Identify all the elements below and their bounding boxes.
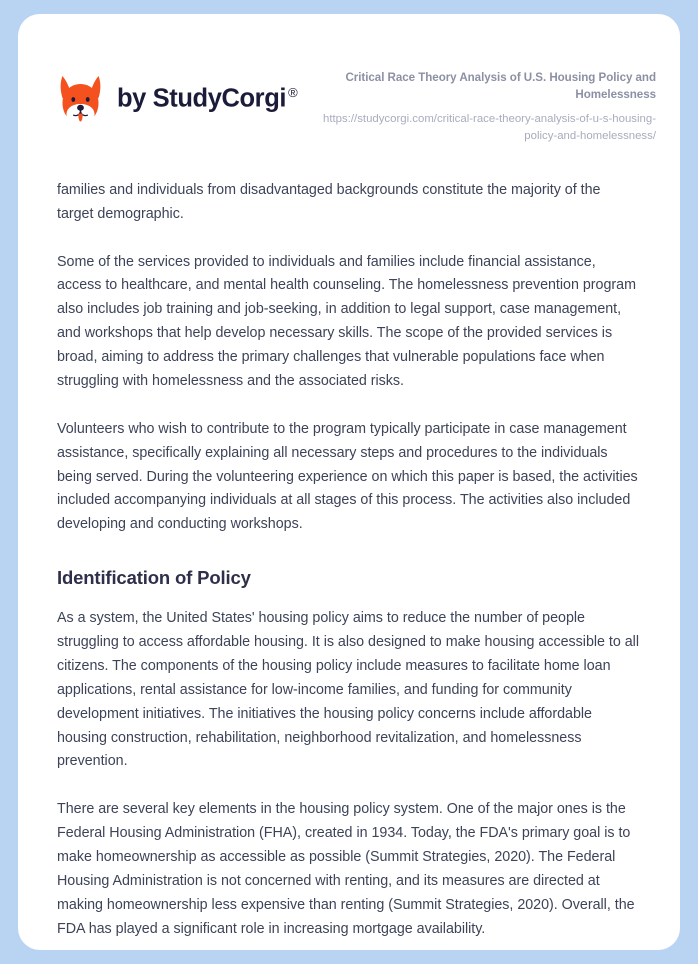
source-url[interactable]: https://studycorgi.com/critical-race-theory-analysis-of-u-s-housing-policy-and-homelessness/ [323, 112, 656, 142]
paragraph: Some of the services provided to individuals and families include financial assistance, access to healthcare, and mental health counseling. The homelessness prevention program also includes job training and job-seeking, in addition to legal support, case management, and workshops that help develop necessary skills. The scope of the provided services is broad, aiming to address the primary challenges that vulnerable populations face when struggling with homelessness and the associated risks. [57, 253, 636, 389]
paragraph: As a system, the United States' housing policy aims to reduce the number of people struggling to access affordable housing. It is also designed to make housing accessible to all citizens. The components of the housing policy include measures to facilitate home loan applications, rental assistance for low-income families, and funding for community development initiatives. The initiatives the housing policy concerns include affordable housing construction, rehabilitation, neighborhood revitalization, and homelessness prevention. [57, 610, 639, 770]
paragraph: families and individuals from disadvantaged backgrounds constitute the majority of the target demographic. [57, 181, 601, 222]
document-header [18, 14, 680, 145]
page-title: Critical Race Theory Analysis of U.S. Housing Policy and Homelessness [345, 71, 656, 101]
registered-trademark-icon: ® [288, 85, 298, 100]
document-meta [316, 62, 656, 145]
brand-wordmark [117, 86, 297, 112]
brand-name: StudyCorgi [152, 84, 287, 113]
document-body [18, 179, 680, 942]
document-page [18, 14, 680, 950]
brand-prefix: by [117, 84, 153, 113]
corgi-head-icon [57, 74, 104, 124]
brand-lockup [57, 62, 297, 124]
paragraph: Volunteers who wish to contribute to the program typically participate in case management assistance, specifically explaining all necessary steps and procedures to the individuals being served. During the volunteering experience on which this paper is based, the activities included accompanying individuals at all stages of this process. The activities also included developing and conducting workshops. [57, 420, 638, 533]
section-heading: Identification of Policy [57, 567, 251, 589]
paragraph: There are several key elements in the housing policy system. One of the major ones is the Federal Housing Administration (FHA), created in 1934. Today, the FDA's primary goal is to make homeownership as accessible as possible (Summit Strategies, 2020). The Federal Housing Administration is not concerned with renting, and its measures are directed at making homeownership less expensive than renting (Summit Strategies, 2020). Overall, the FDA has played a significant role in increasing mortgage availability. [57, 801, 635, 937]
